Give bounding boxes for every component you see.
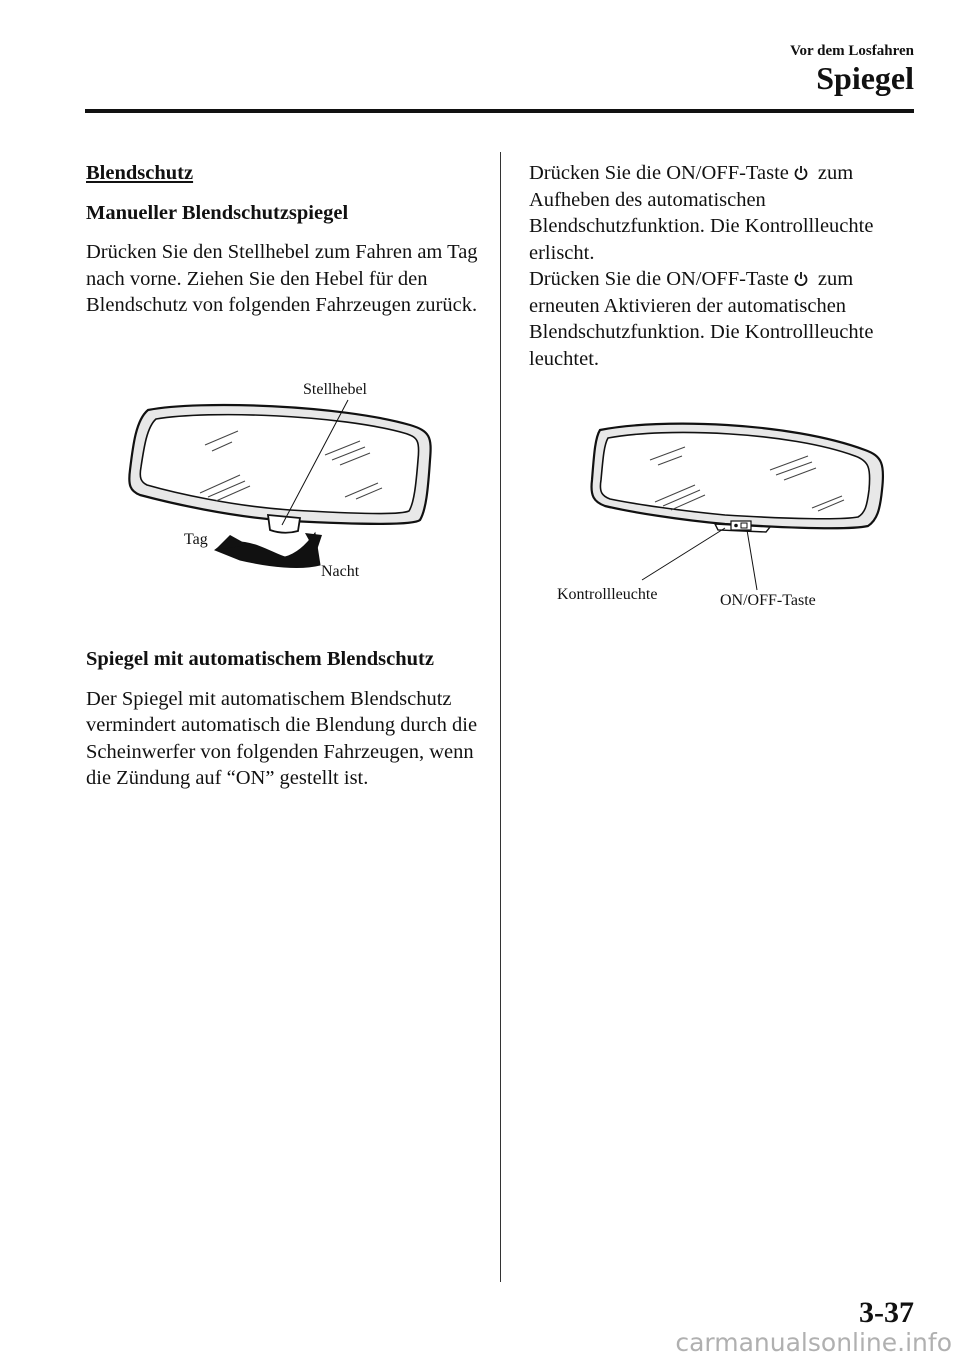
power-icon xyxy=(794,271,808,287)
para-on-end: zum erneuten Aktivieren der automatischen Blendschutzfunktion. Die Kontrollleuchte leuchtet. xyxy=(529,268,874,370)
para-off xyxy=(529,160,924,266)
watermark: carmanualsonline.info xyxy=(675,1328,952,1357)
figure-auto-mirror xyxy=(550,410,890,620)
power-icon xyxy=(794,165,808,181)
heading-manual-mirror: Manueller Blendschutzspiegel xyxy=(86,201,349,224)
para-on-start: Drücken Sie die ON/OFF-Taste xyxy=(529,268,789,290)
page-title: Spiegel xyxy=(816,60,914,96)
left-column xyxy=(86,160,481,319)
auto-section xyxy=(86,646,481,792)
heading-blendschutz: Blendschutz xyxy=(86,162,194,184)
right-column xyxy=(529,160,924,372)
figure-manual-mirror xyxy=(120,375,450,590)
header-rule xyxy=(85,109,914,113)
section-title: Vor dem Losfahren xyxy=(790,43,914,59)
label-stellhebel: Stellhebel xyxy=(303,381,367,398)
para-off-start: Drücken Sie die ON/OFF-Taste xyxy=(529,162,789,184)
manual-mirror-illustration xyxy=(120,375,450,590)
para-auto-mirror: Der Spiegel mit automatischem Blendschutz vermindert automatisch die Blendung durch die Scheinwerfer von folgenden Fahrzeugen, wenn die Zündung auf “ON” gestellt ist. xyxy=(86,687,478,789)
column-divider xyxy=(500,152,501,1282)
para-off-end: zum Aufheben des automatischen Blendschutzfunktion. Die Kontrollleuchte erlischt. xyxy=(529,162,874,264)
para-manual-mirror: Drücken Sie den Stellhebel zum Fahren am Tag nach vorne. Ziehen Sie den Hebel für den Blendschutz von folgenden Fahrzeugen zurück. xyxy=(86,241,478,316)
label-on-off-taste: ON/OFF-Taste xyxy=(720,592,816,609)
para-on xyxy=(529,266,924,372)
label-nacht: Nacht xyxy=(321,563,360,580)
page-number: 3-37 xyxy=(859,1296,914,1329)
heading-auto-mirror: Spiegel mit automatischem Blendschutz xyxy=(86,648,434,670)
label-kontrollleuchte: Kontrollleuchte xyxy=(557,586,658,603)
label-tag: Tag xyxy=(184,531,208,548)
